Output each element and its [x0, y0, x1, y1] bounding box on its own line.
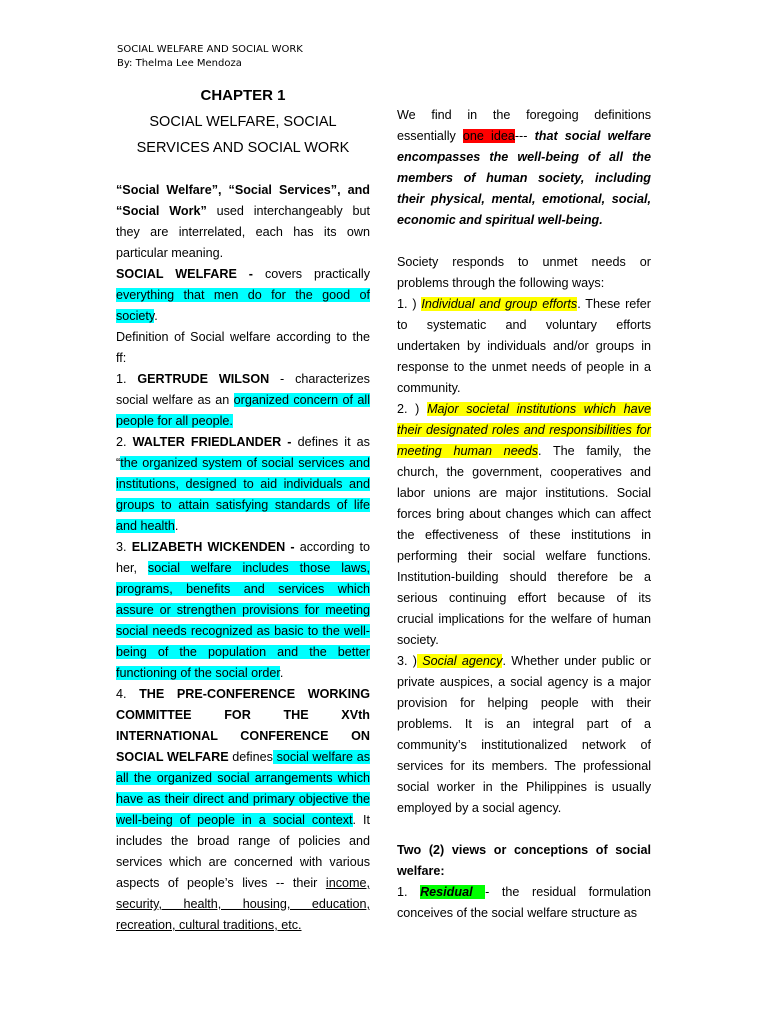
definition-text: - characterizes social welfare as an: [116, 372, 370, 407]
paragraph-gap: [397, 819, 651, 840]
definition-author: WALTER FRIEDLANDER -: [132, 435, 298, 449]
social-welfare-end: .: [154, 309, 158, 323]
way-number: 2. ): [397, 402, 428, 416]
left-column: [116, 84, 370, 936]
definition-author: GERTRUDE WILSON: [137, 372, 270, 386]
intro-paragraph: [116, 180, 370, 264]
way-highlight: Major societal institutions which have their designated roles and responsibilities for meeting human needs: [397, 402, 651, 458]
way-number: 3. ): [397, 654, 417, 668]
intro-terms: “Social Welfare”, “Social Services”, and “Social Work”: [116, 183, 370, 218]
definition-underlined-list: income, security, health, housing, education, recreation, cultural traditions, etc.: [116, 876, 370, 932]
document-header: [117, 43, 303, 71]
views-heading: [397, 840, 651, 882]
summary-highlight: one idea: [462, 129, 515, 143]
way-highlight: Individual and group efforts: [421, 297, 578, 311]
way-text: . These refer to systematic and voluntary efforts undertaken by individuals and/or groups in response to the unmet needs of people in a community.: [397, 297, 651, 395]
definition-intro: Definition of Social welfare according to the ff:: [116, 330, 370, 365]
definition-wickenden: [116, 537, 370, 684]
way-number: 1. ): [397, 297, 422, 311]
subtitle-line-1: SOCIAL WELFARE, SOCIAL: [149, 114, 337, 130]
course-title: SOCIAL WELFARE AND SOCIAL WORK: [117, 44, 303, 55]
way-text: . The family, the church, the government, cooperatives and labor unions are major institutions. Social forces bring about changes which can affect the effectiveness of these institutions in performing their social welfare functions. Institution-building should therefore be a serious continuing effort because of its crucial implications for the welfare of human society.: [397, 444, 651, 647]
social-welfare-term: SOCIAL WELFARE -: [116, 267, 265, 281]
view-number: 1.: [397, 885, 421, 899]
definition-author: THE PRE-CONFERENCE WORKING COMMITTEE FOR THE XVth INTERNATIONAL CONFERENCE ON SOCIAL WELFARE: [116, 687, 370, 764]
definition-conference: [116, 684, 370, 936]
view-highlight: Residual: [420, 885, 486, 899]
summary-paragraph: [397, 105, 651, 231]
definition-text: defines it as “: [116, 435, 370, 470]
definition-end: .: [174, 519, 179, 533]
way-highlight: Social agency: [416, 654, 503, 668]
definition-highlight: the organized system of social services and institutions, designed to aid individuals and groups to attain satisfying standards of life and health: [116, 456, 370, 533]
chapter-title: CHAPTER 1: [200, 87, 286, 104]
definition-text: defines: [228, 750, 273, 764]
summary-dash: ---: [514, 129, 535, 143]
view-residual: [397, 882, 651, 924]
definition-end: .: [279, 666, 284, 680]
definition-number: 2.: [116, 435, 133, 449]
definition-highlight: organized concern of all people for all people.: [116, 393, 371, 428]
definition-number: 3.: [116, 540, 132, 554]
author-line: By: Thelma Lee Mendoza: [117, 58, 242, 69]
definition-author: ELIZABETH WICKENDEN -: [131, 540, 300, 554]
view-text: - the residual formulation conceives of the social welfare structure as: [397, 885, 651, 920]
social-welfare-text: covers practically: [264, 267, 370, 281]
definition-highlight: social welfare includes those laws, programs, benefits and services which assure or strengthen provisions for meeting social needs recognized as basic to the well-being of the population and the better functioning of the social order: [116, 561, 370, 680]
paragraph-gap: [397, 231, 651, 252]
right-column: [397, 105, 651, 924]
way-social-agency: [397, 651, 651, 819]
chapter-subtitle: [116, 109, 370, 161]
social-welfare-paragraph: [116, 264, 370, 327]
intro-text: used interchangeably but they are interrelated, each has its own particular meaning.: [116, 204, 370, 260]
society-responds-paragraph: Society responds to unmet needs or problems through the following ways:: [397, 255, 651, 290]
way-individual-group: [397, 294, 651, 399]
subtitle-line-2: SERVICES AND SOCIAL WORK: [136, 140, 350, 156]
definition-number: 1.: [116, 372, 138, 386]
definition-text: according to her,: [116, 540, 370, 575]
definition-wilson: [116, 369, 370, 432]
definition-end: . It includes the broad range of policies and services which are concerned with various aspects of people’s lives -- their: [116, 813, 371, 890]
way-institutions: [397, 399, 651, 651]
way-text: . Whether under public or private auspices, a social agency is a major provision for helping people with their problems. It is an integral part of a community’s institutionalized network of services for its members. The professional social worker in the Philippines is usually employed by a social agency.: [397, 654, 651, 815]
definition-number: 4.: [116, 687, 140, 701]
definition-highlight: social welfare as all the organized social arrangements which have as their direct and primary objective the well-being of people in a social context: [116, 750, 371, 827]
summary-text: We find in the foregoing definitions essentially: [397, 108, 651, 143]
definition-friedlander: [116, 432, 370, 537]
social-welfare-highlight: everything that men do for the good of society: [116, 288, 370, 323]
summary-bold: that social welfare encompasses the well-being of all the members of human society, including their physical, mental, emotional, social, economic and spiritual well-being.: [397, 129, 651, 227]
views-heading-text: Two (2) views or conceptions of social welfare:: [397, 843, 651, 878]
